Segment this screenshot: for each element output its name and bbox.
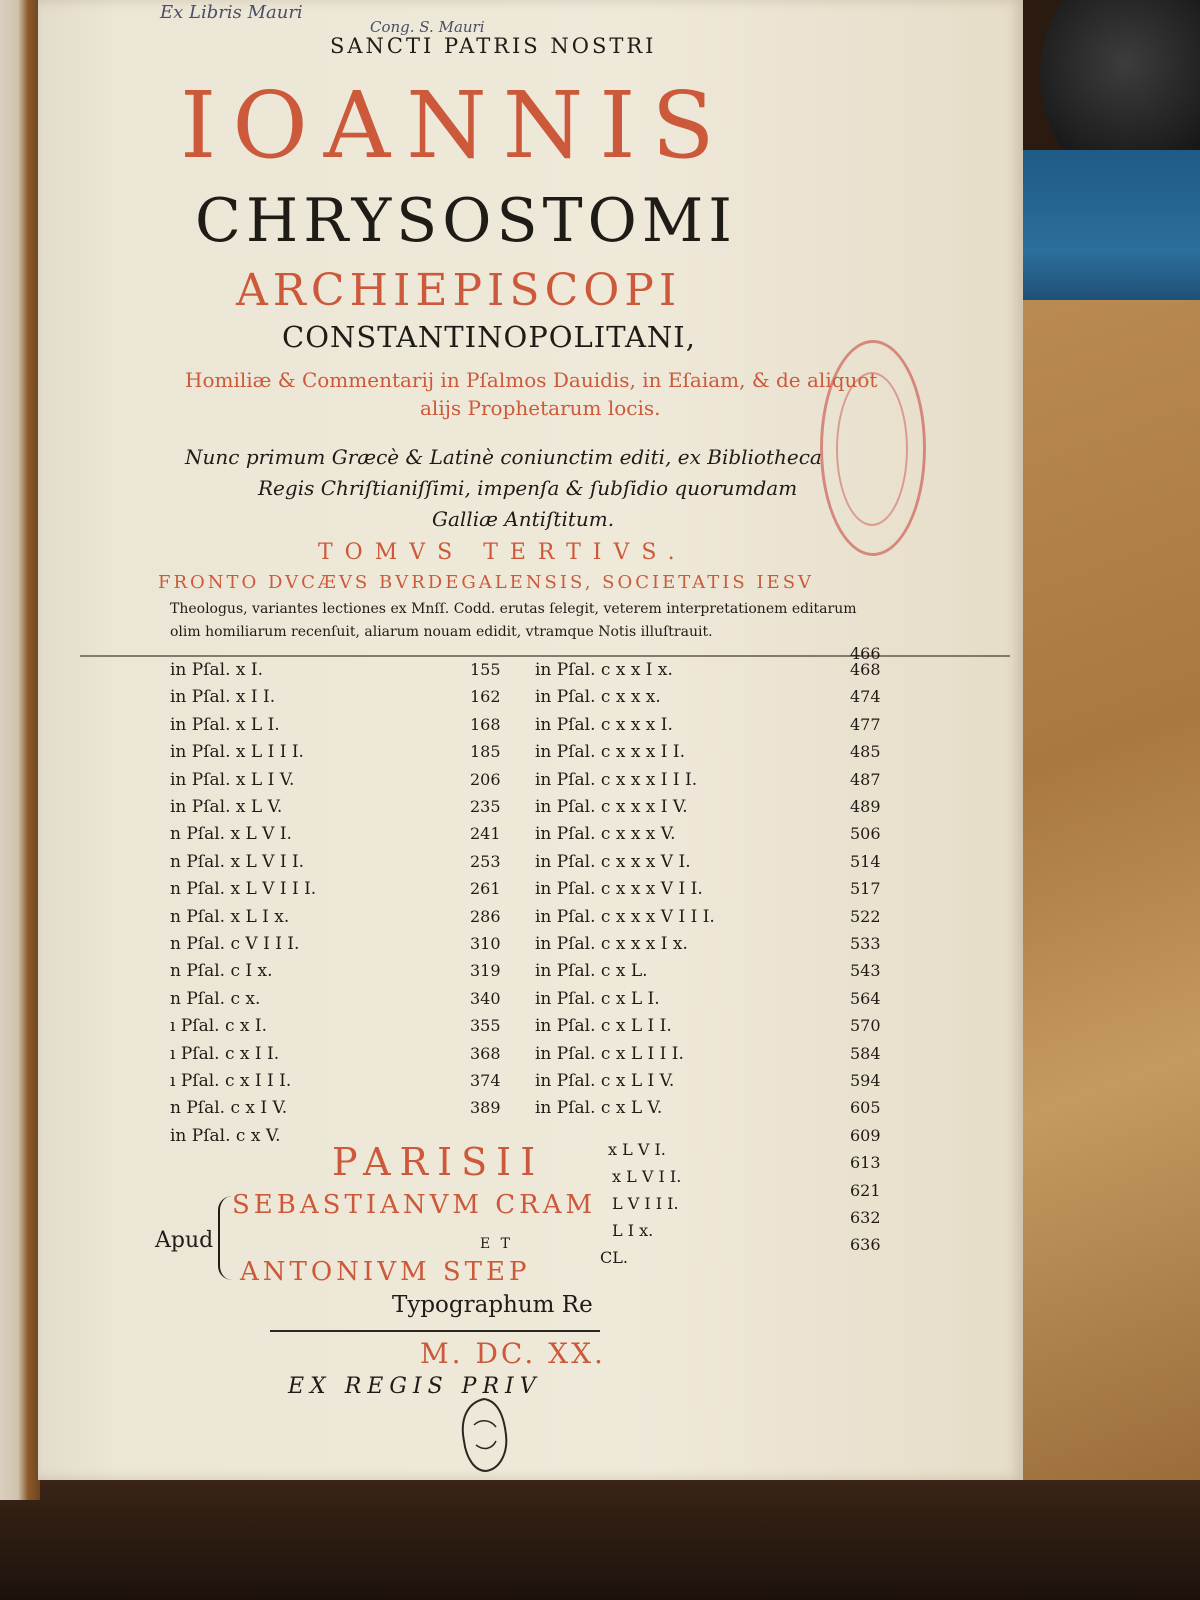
index-row [150, 907, 910, 935]
index-left-page: 286 [470, 906, 501, 926]
imprint-year: M. DC. XX. [420, 1337, 606, 1370]
index-left-entry: n Pſal. x L V I. [170, 824, 292, 845]
index-row [150, 1016, 910, 1044]
index-right-entry: in Pſal. c x x I x. [535, 660, 673, 680]
index-left-entry: ı Pſal. c x I. [170, 1016, 267, 1037]
index-row [150, 1044, 910, 1072]
index-right-page: 514 [850, 851, 881, 871]
index-left-page: 206 [470, 769, 501, 789]
index-row [150, 879, 910, 907]
index-right-page: 517 [850, 879, 881, 899]
index-right-entry: in Pſal. c x x x V. [535, 824, 676, 845]
index-right-entry: in Pſal. c x x x V I I I. [535, 906, 715, 927]
index-right-page: 522 [850, 906, 881, 926]
blue-book-background [1000, 150, 1200, 320]
index-left-entry: in Pſal. c x V. [170, 1125, 281, 1146]
imprint-et: E T [480, 1236, 514, 1252]
index-row [150, 961, 910, 989]
index-left-entry: in Pſal. x L V. [170, 797, 283, 817]
index-right-page: 533 [850, 934, 881, 953]
index-tail-page: 632 [850, 1208, 881, 1227]
subtitle-homiliae: Homiliæ & Commentarij in Pſalmos Dauidis, in Eſaiam, & de aliquot [185, 368, 878, 392]
index-row [150, 1071, 910, 1099]
index-left-page: 261 [470, 879, 501, 899]
index-right-entry: in Pſal. c x L. [535, 961, 648, 982]
index-right-entry: in Pſal. c x x x. [535, 687, 661, 708]
index-left-entry: n Pſal. c x I V. [170, 1098, 288, 1119]
index-left-entry: in Pſal. x L I V. [170, 769, 295, 790]
index-left-entry: n Pſal. c x. [170, 988, 261, 1009]
index-left-page: 340 [470, 988, 501, 1008]
index-right-entry: in Pſal. c x x x I. [535, 714, 673, 735]
index-left-page: 374 [470, 1071, 501, 1090]
ownership-inscription: Ex Libris Mauri [160, 2, 303, 23]
edition-note-1: Nunc primum Græcè & Latinè coniunctim editi, ex Bibliotheca [185, 445, 822, 469]
index-left-page: 155 [470, 660, 501, 679]
index-left-entry: ı Pſal. c x I I. [170, 1043, 280, 1064]
library-stamp-inner [836, 372, 908, 526]
index-row [150, 797, 910, 825]
index-row [150, 989, 910, 1017]
edition-note-2: Regis Chriſtianiſſimi, impenſa & ſubſidio quorumdam [258, 476, 798, 500]
volume-label: TOMVS TERTIVS. [318, 540, 687, 565]
index-right-page: 584 [850, 1043, 881, 1063]
index-right-page: 474 [850, 687, 881, 707]
index-right-page: 609 [850, 1125, 881, 1145]
edition-note-3: Galliæ Antiſtitum. [432, 507, 615, 531]
index-right-page: 487 [850, 769, 881, 789]
index-left-entry: in Pſal. x I. [170, 660, 264, 680]
index-tail-entry: CL. [600, 1248, 628, 1267]
index-left-page: 253 [470, 851, 501, 871]
index-tail-entry: L I x. [612, 1221, 654, 1240]
imprint-typographum: Typographum Re [392, 1292, 593, 1318]
editor-name: FRONTO DVCÆVS BVRDEGALENSIS, SOCIETATIS IESV [158, 572, 815, 593]
index-right-page: 506 [850, 824, 881, 844]
index-row [150, 742, 910, 770]
index-page-number: 466 [850, 644, 881, 663]
index-left-page: 168 [470, 714, 501, 734]
index-right-entry: in Pſal. c x x x I V. [535, 797, 688, 817]
index-right-entry: in Pſal. c x L I I I. [535, 1043, 684, 1064]
index-left-entry: n Pſal. c I x. [170, 961, 273, 982]
index-row [150, 770, 910, 798]
index-left-page: 355 [470, 1016, 501, 1036]
index-left-page: 162 [470, 687, 501, 707]
index-right-page: 605 [850, 1098, 881, 1118]
index-right-page: 570 [850, 1016, 881, 1036]
index-tail-page: 636 [850, 1235, 881, 1255]
index-left-entry: n Pſal. x L I x. [170, 906, 290, 927]
index-left-entry: n Pſal. x L V I I I. [170, 879, 317, 900]
index-right-page: 485 [850, 742, 881, 762]
heading-archiepiscopi: ARCHIEPISCOPI [236, 265, 682, 316]
seal-mark [456, 1395, 512, 1475]
index-right-entry: in Pſal. c x L I. [535, 988, 660, 1009]
index-row [150, 824, 910, 852]
index-left-page: 235 [470, 797, 501, 816]
imprint-rule [270, 1330, 600, 1332]
index-row [150, 715, 910, 743]
index-row [150, 660, 910, 688]
index-left-page: 241 [470, 824, 501, 844]
index-tail-entry: L V I I I. [612, 1194, 679, 1213]
editor-note-1: Theologus, variantes lectiones ex Mnſſ. Codd. erutas ſelegit, veterem interpretationem editarum [170, 601, 857, 617]
index-tail-entry: x L V I I. [612, 1167, 682, 1186]
book-spine [0, 0, 40, 1500]
wooden-table-background [1010, 300, 1200, 1600]
index-left-entry: in Pſal. x L I. [170, 714, 280, 735]
index-right-entry: in Pſal. c x x x I x. [535, 934, 688, 954]
index-left-page: 319 [470, 961, 501, 981]
index-right-page: 594 [850, 1071, 881, 1090]
index-left-page: 185 [470, 742, 501, 762]
index-right-entry: in Pſal. c x L I I. [535, 1016, 672, 1037]
imprint-city: PARISII [332, 1140, 545, 1184]
index-left-page: 310 [470, 934, 501, 953]
ownership-inscription-2: Cong. S. Mauri [370, 18, 485, 36]
index-row [150, 687, 910, 715]
index-row [150, 934, 910, 962]
imprint-printer-1: SEBASTIANVM CRAM [232, 1190, 597, 1220]
heading-chrysostomi: CHRYSOSTOMI [195, 186, 737, 256]
index-left-entry: n Pſal. c V I I I. [170, 934, 300, 954]
editor-note-2: olim homiliarum recenſuit, aliarum nouam edidit, vtramque Notis illuſtrauit. [170, 624, 713, 640]
index-left-entry: in Pſal. x I I. [170, 687, 276, 708]
index-right-entry: in Pſal. c x x x V I. [535, 851, 691, 872]
heading-sancti-patris: SANCTI PATRIS NOSTRI [330, 34, 657, 58]
index-right-entry: in Pſal. c x x x V I I. [535, 879, 703, 900]
index-tail-page: 621 [850, 1180, 881, 1200]
imprint-printer-2: ANTONIVM STEP [240, 1257, 531, 1287]
subtitle-prophetarum: alijs Prophetarum locis. [420, 396, 661, 420]
index-row [150, 1098, 910, 1126]
floor-background [0, 1480, 1200, 1600]
index-left-page: 389 [470, 1098, 501, 1118]
index-left-entry: ı Pſal. c x I I I. [170, 1071, 292, 1091]
index-right-page: 543 [850, 961, 881, 981]
index-right-page: 477 [850, 714, 881, 734]
index-right-page: 489 [850, 797, 881, 816]
index-right-entry: in Pſal. c x x x I I I. [535, 769, 698, 790]
imprint-apud: Apud [155, 1228, 214, 1253]
index-left-entry: n Pſal. x L V I I. [170, 851, 305, 872]
index-row [150, 852, 910, 880]
imprint-privilege: EX REGIS PRIV [288, 1374, 542, 1399]
index-right-entry: in Pſal. c x x x I I. [535, 742, 686, 763]
index-right-page: 564 [850, 988, 881, 1008]
heading-constantinopolitani: CONSTANTINOPOLITANI, [282, 320, 696, 354]
index-left-page: 368 [470, 1043, 501, 1063]
index-tail-page: 613 [850, 1153, 881, 1173]
index-right-page: 468 [850, 660, 881, 679]
index-right-entry: in Pſal. c x L I V. [535, 1071, 675, 1091]
index-right-entry: in Pſal. c x L V. [535, 1098, 663, 1119]
index-left-entry: in Pſal. x L I I I. [170, 742, 304, 763]
heading-ioannis: IOANNIS [180, 72, 731, 179]
index-tail-entry: x L V I. [608, 1140, 666, 1159]
